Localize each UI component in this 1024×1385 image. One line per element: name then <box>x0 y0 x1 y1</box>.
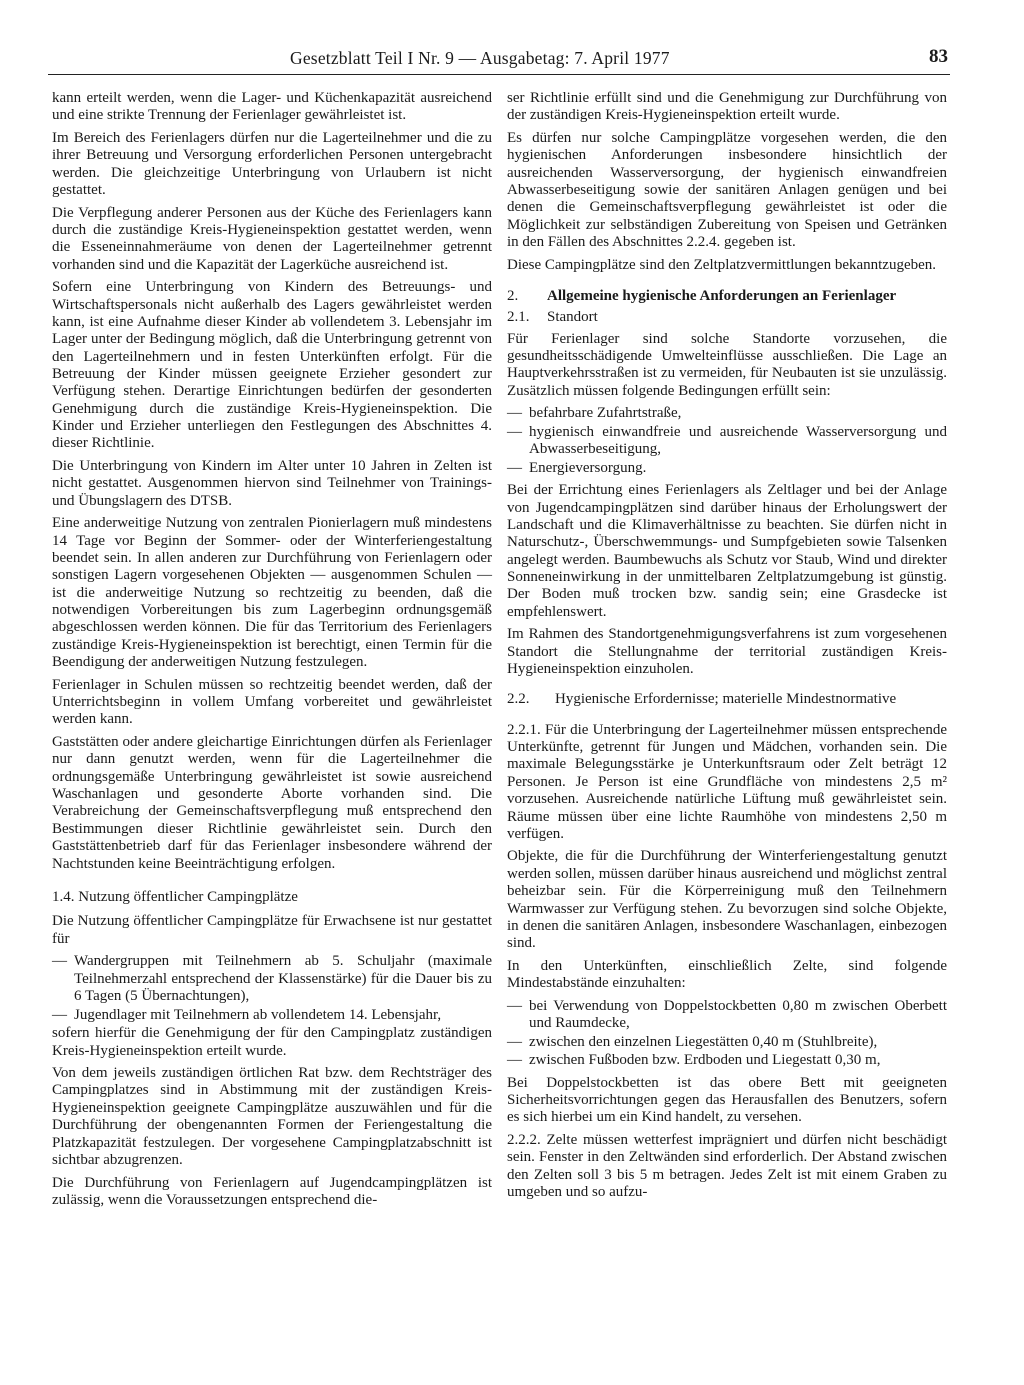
paragraph: Ferienlager in Schulen müssen so rechtzeitig beendet werden, daß der Unterrichtsbeginn in vollem Umfang vorbereitet und gewährleistet werden kann. <box>52 676 492 728</box>
dash-bullet: — <box>52 953 67 970</box>
paragraph: kann erteilt werden, wenn die Lager- und Küchenkapazität ausreichend und eine strikte Trennung der Ferienlager gewährleistet ist. <box>52 90 492 124</box>
list-item <box>507 1052 947 1069</box>
paragraph: Die Durchführung von Ferienlagern auf Jugendcampingplätzen ist zulässig, wenn die Voraussetzungen entsprechend die- <box>52 1174 492 1208</box>
list-item <box>507 998 947 1033</box>
paragraph: In den Unterkünften, einschließlich Zelte, sind folgende Mindestabstände einzuhalten: <box>507 957 947 992</box>
page-header <box>48 44 950 75</box>
paragraph: Im Rahmen des Standortgenehmigungsverfahrens ist zum vorgesehenen Standort die Stellungnahme der territorial zuständigen Kreis-Hygieneinspektion einzuholen. <box>507 626 947 678</box>
section-heading: 1.4. Nutzung öffentlicher Campingplätze <box>52 888 298 905</box>
paragraph: Eine anderweitige Nutzung von zentralen Pionierlagern muß mindestens 14 Tage vor Beginn der Sommer- oder der Winterferiengestaltung beendet sein. In allen anderen zur Durchführung von Ferienlagern oder sonstigen Lagern vorgesehenen Objekten — ausgenommen Schulen — ist die anderweitige Nutzung so rechtzeitig zu beenden, daß die notwendigen Vorbereitungen bis zum Lagerbeginn ordnungsgemäß abgeschlossen werden können. Die für das Territorium des Ferienlagers zuständige Kreis-Hygieneinspektion ist berechtigt, einen Termin für die Beendigung der anderweitigen Nutzung festzulegen. <box>52 515 492 671</box>
right-column <box>507 90 947 1207</box>
list-item <box>507 460 947 477</box>
list-item-text: hygienisch einwandfreie und ausreichende Wasserversorgung und Abwasserbeseitigung, <box>529 424 947 458</box>
paragraph: Von dem jeweils zuständigen örtlichen Rat bzw. dem Rechtsträger des Campingplatzes sind in Abstimmung mit der zuständigen Kreis-Hygieneinspektion geeignete Campingplätze auszuwählen und für die Durchführung der obengenannten Formen der Feriengestaltung die Platzkapazität festzulegen. Der vorgesehene Campingplatzabschnitt ist sichtbar abzugrenzen. <box>52 1065 492 1168</box>
paragraph: 2.2.2. Zelte müssen wetterfest imprägniert und dürfen nicht beschädigt sein. Fenster in den Zeltwänden sind erforderlich. Der Abstand zwischen den Zelten soll 3 bis 5 m betragen. Jedes Zelt ist mit einem Graben zu umgeben und so aufzu- <box>507 1132 947 1201</box>
paragraph: Die Nutzung öffentlicher Campingplätze für Erwachsene ist nur gestattet für <box>52 913 492 947</box>
paragraph: Es dürfen nur solche Campingplätze vorgesehen werden, die den hygienischen Anforderungen insbesondere hinsichtlich der ausreichenden Wasserversorgung, der hygienisch einwandfreien Abwasserbeseitigung sowie der sanitären Anlagen genügen und bei denen die Gemeinschaftsverpflegung gewährleistet ist oder die Möglichkeit zur selbständigen Zubereitung von Speisen und Getränken in den Fällen des Abschnittes 2.2.4. gegeben ist. <box>507 129 947 251</box>
paragraph: Sofern eine Unterbringung von Kindern des Betreuungs- und Wirtschaftspersonals nicht außerhalb des Lagers gewährleistet werden kann, ist eine Aufnahme dieser Kinder ab vollendetem 3. Lebensjahr im Lager unter der Bedingung möglich, daß die Unterbringung getrennt von den Lagerteilnehmern und in festen Unterkünften erfolgt. Für die Betreuung der Kinder müssen geeignete Erzieher gesondert zur Verfügung stehen. Derartige Einrichtungen bedürfen der gesonderten Genehmigung durch die zuständige Kreis-Hygieneinspektion. Die Kinder und Erzieher unterliegen den Festlegungen des Abschnittes 4. dieser Richtlinie. <box>52 279 492 452</box>
dash-bullet: — <box>507 405 522 422</box>
dash-bullet: — <box>507 460 522 477</box>
page-number: 83 <box>929 46 948 67</box>
list-item-text: Energieversorgung. <box>529 460 647 477</box>
paragraph: ser Richtlinie erfüllt sind und die Genehmigung zur Durchführung von der zuständigen Kreis-Hygieneinspektion erteilt wurde. <box>507 90 947 124</box>
left-column <box>52 90 492 1214</box>
subsection-heading <box>507 309 947 326</box>
list-item <box>507 424 947 459</box>
paragraph: Im Bereich des Ferienlagers dürfen nur die Lagerteilnehmer und die zu ihrer Betreuung und Versorgung erforderlichen Personen untergebracht werden. Die gleichzeitige Unterbringung von Urlaubern ist nicht gestattet. <box>52 129 492 199</box>
dash-bullet: — <box>507 1033 522 1050</box>
subsection-heading <box>507 691 947 708</box>
header-title: Gesetzblatt Teil I Nr. 9 — Ausgabetag: 7. April 1977 <box>290 48 670 68</box>
paragraph: sofern hierfür die Genehmigung der für den Campingplatz zuständigen Kreis-Hygieneinspektion erteilt wurde. <box>52 1025 492 1059</box>
dash-bullet: — <box>52 1006 67 1023</box>
paragraph: Die Unterbringung von Kindern im Alter unter 10 Jahren in Zelten ist nicht gestattet. Ausgenommen hiervon sind Teilnehmer von Trainings- und Übungslagern des DTSB. <box>52 458 492 509</box>
paragraph: Objekte, die für die Durchführung der Winterferiengestaltung genutzt werden sollen, müssen darüber hinaus ausreichend und möglichst zentral beheizbar sein. Für die Körperreinigung muß den Teilnehmern Warmwasser zur Verfügung stehen. Zu bevorzugen sind solche Objekte, in denen die sanitären Anlagen, insbesondere Waschanlagen, einbezogen sind. <box>507 848 947 952</box>
list-item <box>52 1007 492 1024</box>
list-item-text: bei Verwendung von Doppelstockbetten 0,80 m zwischen Oberbett und Raumdecke, <box>529 997 947 1032</box>
list-item <box>507 405 947 422</box>
list-item-text: zwischen Fußboden bzw. Erdboden und Liegestatt 0,30 m, <box>529 1052 881 1069</box>
paragraph: Bei der Errichtung eines Ferienlagers als Zeltlager und bei der Anlage von Jugendcampingplätzen sind darüber hinaus der Erholungswert der Landschaft und die Klimaverhältnisse zu beachten. Sie dürfen nicht in Naturschutz-, Überschwemmungs- und Sumpfgebieten sowie Talsenken angelegt werden. Baumbewuchs als Schutz vor Staub, Wind und direkter Sonneneinwirkung in der unmittelbaren Zeltplatzumgebung ist günstig. Der Boden muß trocken bzw. sandig sein; eine Grasdecke ist empfehlenswert. <box>507 482 947 620</box>
section-title: Allgemeine hygienische Anforderungen an Ferienlager <box>547 288 897 305</box>
list-item <box>507 1034 947 1051</box>
paragraph: Bei Doppelstockbetten ist das obere Bett mit geeigneten Sicherheitsvorrichtungen gegen das Herausfallen des Benutzers, sofern es sich hierbei um ein Kind handelt, zu versehen. <box>507 1074 947 1126</box>
list-item-text: befahrbare Zufahrtstraße, <box>529 405 682 422</box>
paragraph: Die Verpflegung anderer Personen aus der Küche des Ferienlagers kann durch die zuständige Kreis-Hygieneinspektion gestattet werden, wenn die Esseneinnahmeräume von denen der Lagerteilnehmer getrennt vorhanden sind und die Kapazität der Lagerküche ausreichend ist. <box>52 204 492 273</box>
dash-bullet: — <box>507 424 522 441</box>
list-item-text: zwischen den einzelnen Liegestätten 0,40 m (Stuhlbreite), <box>529 1033 878 1050</box>
subsection-number: 2.2. <box>507 691 530 708</box>
list-item <box>52 953 492 1005</box>
subsection-number: 2.1. <box>507 309 530 326</box>
paragraph: Diese Campingplätze sind den Zeltplatzvermittlungen bekanntzugeben. <box>507 256 937 273</box>
section-heading <box>507 288 947 305</box>
paragraph: Gaststätten oder andere gleichartige Einrichtungen dürfen als Ferienlager nur dann genutzt werden, wenn für die Lagerteilnehmer die ordnungsgemäße Unterbringung gewährleistet ist sowie ausreichend Waschanlagen und gesonderte Aborte vorhanden sind. Die Verabreichung der Gemeinschaftsverpflegung muß entsprechend den Bestimmungen dieser Richtlinie gewährleistet sein. Durch den Gaststättenbetrieb darf für das Ferienlager insbesondere während der Nachtstunden keine Beeinträchtigung erfolgen. <box>52 734 492 872</box>
dash-bullet: — <box>507 997 522 1014</box>
paragraph: 2.2.1. Für die Unterbringung der Lagerteilnehmer müssen entsprechende Unterkünfte, getrennt für Jungen und Mädchen, vorhanden sein. Die maximale Belegungsstärke je Unterkunftsraum oder Zelt beträgt 12 Personen. Je Person ist eine Grundfläche von mindestens 2,5 m² vorzusehen. Ausreichende natürliche Lüftung muß gewährleistet sein. Räume müssen über eine lichte Raumhöhe von mindestens 2,50 m verfügen. <box>507 721 947 842</box>
list-item-text: Wandergruppen mit Teilnehmern ab 5. Schuljahr (maximale Teilnehmerzahl entsprechend der Klassenstärke) für die Dauer bis zu 6 Tagen (5 Übernachtungen), <box>74 953 492 1004</box>
paragraph: Für Ferienlager sind solche Standorte vorzusehen, die gesundheitsschädigende Umwelteinflüsse ausschließen. Die Lage an Hauptverkehrsstraßen ist zu vermeiden, für Neubauten ist sie unzulässig. Zusätzlich müssen folgende Bedingungen erfüllt sein: <box>507 330 947 399</box>
subsection-title: Standort <box>547 309 598 326</box>
section-number: 2. <box>507 288 519 305</box>
dash-bullet: — <box>507 1052 522 1069</box>
list-item-text: Jugendlager mit Teilnehmern ab vollendetem 14. Lebensjahr, <box>74 1006 442 1023</box>
subsection-title: Hygienische Erfordernisse; materielle Mindestnormative <box>555 691 897 708</box>
